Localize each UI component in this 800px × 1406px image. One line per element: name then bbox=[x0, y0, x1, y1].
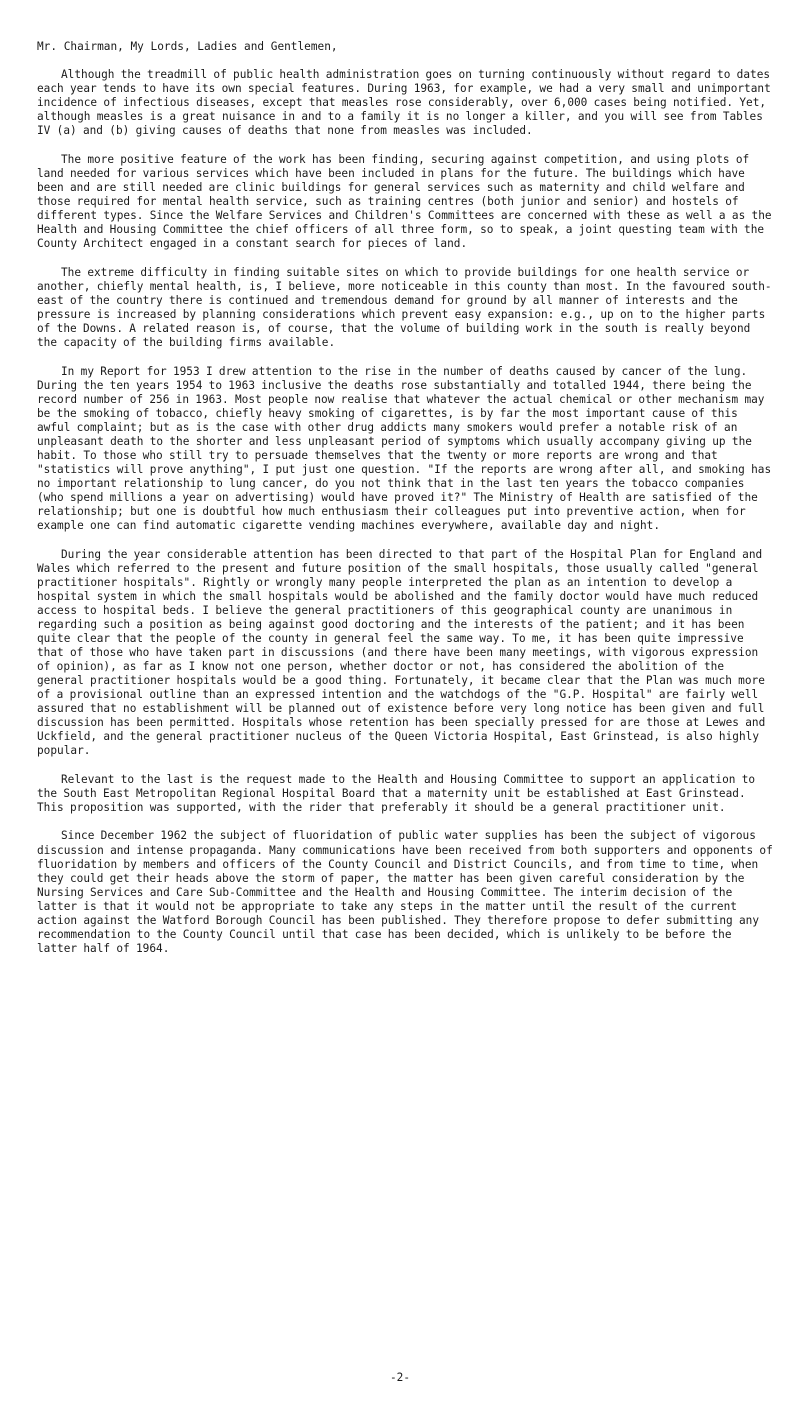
paragraph-land-plots: The more positive feature of the work has been finding, securing against competition, and using plots of land needed for various services which have been included in plans for the future. The buildings which have been and are still needed are clinic buildings for general services such as maternity and child welfare and those required for mental health service, such as training centres (both junior and senior) and hostels of different types. Since the Welfare Services and Children's Committees are concerned with these as well a as the Health and Housing Committee the chief officers of all three form, so to speak, a joint questing team with the County Architect engaged in a constant search for pieces of land. bbox=[37, 152, 772, 251]
paragraph-gp-hospitals: During the year considerable attention has been directed to that part of the Hospital Plan for England and Wales which referred to the present and future position of the small hospitals, those usually called "general practitioner hospitals". Rightly or wrongly many people interpreted the plan as an intention to develop a hospital system in which the small hospitals would be abolished and the family doctor would have much reduced access to hospital beds. I believe the general practitioners of this geographical county are unanimous in regarding such a position as being against good doctoring and the interests of the patient; and it has been quite clear that the people of the county in general feel the same way. To me, it has been quite impressive that of those who have taken part in discussions (and there have been many meetings, with vigorous expression of opinion), as far as I know not one person, whether doctor or not, has considered the abolition of the general practitioner hospitals would be a good thing. Fortunately, it became clear that the Plan was much more of a provisional outline than an expressed intention and the watchdogs of the "G.P. Hospital" are fairly well assured that no establishment will be planned out of existence before very long notice has been given and full discussion has been permitted. Hospitals whose retention has been specially pressed for are those at Lewes and Uckfield, and the general practitioner nucleus of the Queen Victoria Hospital, East Grinstead, is also highly popular. bbox=[37, 547, 766, 758]
paragraph-maternity-unit: Relevant to the last is the request made to the Health and Housing Committee to support an application to the South East Metropolitan Regional Hospital Board that a maternity unit be established at East Grinstead. This proposition was supported, with the rider that preferably it should be a general practitioner unit. bbox=[37, 772, 756, 814]
document-page bbox=[37, 40, 775, 970]
salutation: Mr. Chairman, My Lords, Ladies and Gentlemen, bbox=[37, 40, 338, 53]
paragraph-sites-difficulty: The extreme difficulty in finding suitable sites on which to provide buildings for one health service or another, chiefly mental health, is, I believe, more noticeable in this county than most. In the favoured south-east of the country there is continued and tremendous demand for ground by all manner of interests and the pressure is increased by planning considerations which prevent easy expansion: e.g., up on to the higher parts of the Downs. A related reason is, of course, that the volume of building work in the south is really beyond the capacity of the building firms available. bbox=[37, 265, 772, 349]
paragraph-measles: Although the treadmill of public health administration goes on turning continuously without regard to dates each year tends to have its own special features. During 1963, for example, we had a very small and unimportant incidence of infectious diseases, except that measles rose considerably, over 6,000 cases being notified. Yet, although measles is a great nuisance in and to a family it is no longer a killer, and you will see from Tables IV (a) and (b) giving causes of deaths that none from measles was included. bbox=[37, 68, 771, 138]
page-number: -2- bbox=[389, 1371, 411, 1384]
paragraph-lung-cancer: In my Report for 1953 I drew attention to the rise in the number of deaths caused by cancer of the lung. During the ten years 1954 to 1963 inclusive the deaths rose substantially and totalled 1944, there being the record number of 256 in 1963. Most people now realise that whatever the actual chemical or other mechanism may be the smoking of tobacco, chiefly heavy smoking of cigarettes, is by far the most important cause of this awful complaint; but as is the case with other drug addicts many smokers would prefer a notable risk of an unpleasant death to the shorter and less unpleasant period of symptoms which usually accompany giving up the habit. To those who still try to persuade themselves that the twenty or more reports are wrong and that "statistics will prove anything", I put just one question. "If the reports are wrong after all, and smoking has no important relationship to lung cancer, do you not think that in the last ten years the tobacco companies (who spend millions a year on advertising) would have proved it?" The Ministry of Health are satisfied of the relationship; but one is doubtful how much enthusiasm their colleagues put into preventive action, when for example one can find automatic cigarette vending machines everywhere, available day and night. bbox=[37, 364, 772, 533]
paragraph-fluoridation: Since December 1962 the subject of fluoridation of public water supplies has been the subject of vigorous discussion and intense propaganda. Many communications have been received from both supporters and opponents of fluoridation by members and officers of the County Council and District Councils, and from time to time, when they could get their heads above the storm of paper, the matter has been given careful consideration by the Nursing Services and Care Sub-Committee and the Health and Housing Committee. The interim decision of the latter is that it would not be appropriate to take any steps in the matter until the result of the current action against the Watford Borough Council has been published. They therefore propose to defer submitting any recommendation to the County Council until that case has been decided, which is unlikely to be before the latter half of 1964. bbox=[37, 829, 773, 955]
